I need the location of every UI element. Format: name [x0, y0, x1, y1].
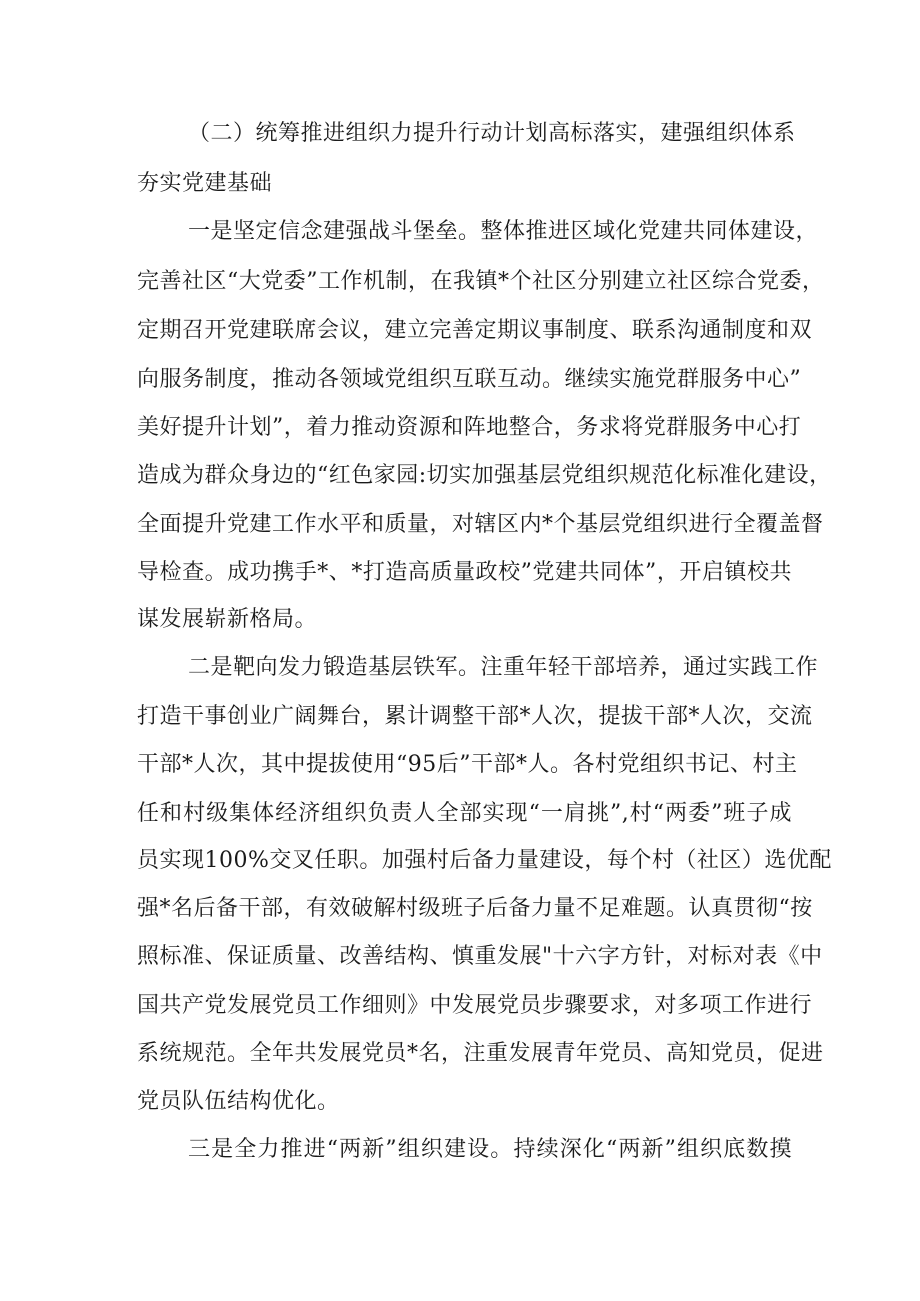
paragraph-2-line-5: 员实现100%交叉任职。加强村后备力量建设，每个村（社区）选优配 — [137, 848, 832, 873]
paragraph-1-line-6: 造成为群众身边的“红色家园:切实加强基层党组织规范化标准化建设， — [137, 463, 832, 488]
paragraph-2-line-1: 二是靶向发力锻造基层铁军。注重年轻干部培养，通过实践工作 — [188, 655, 819, 680]
paragraph-1-line-7: 全面提升党建工作水平和质量，对辖区内*个基层党组织进行全覆盖督 — [137, 512, 824, 537]
paragraph-1-line-2: 完善社区“大党委”工作机制，在我镇*个社区分别建立社区综合党委， — [137, 269, 825, 294]
paragraph-2-line-2: 打造干事创业广阔舞台，累计调整干部*人次，提拔干部*人次，交流 — [137, 704, 813, 729]
paragraph-1-line-5: 美好提升计划”，着力推动资源和阵地整合，务求将党群服务中心打 — [137, 415, 802, 440]
paragraph-2-line-9: 系统规范。全年共发展党员*名，注重发展青年党员、高知党员，促进 — [137, 1041, 824, 1066]
paragraph-2-line-10: 党员队伍结构优化。 — [137, 1089, 340, 1114]
section-heading-line-2: 夯实党建基础 — [137, 171, 273, 196]
paragraph-3-line-1: 三是全力推进“两新”组织建设。持续深化“两新”组织底数摸 — [188, 1137, 792, 1162]
paragraph-1-line-8: 导检查。成功携手*、*打造高质量政校”党建共同体”，开启镇校共 — [137, 560, 792, 585]
paragraph-2-line-3: 干部*人次，其中提拔使用“95后”干部*人。各村党组织书记、村主 — [137, 752, 798, 777]
paragraph-2-line-7: 照标准、保证质量、改善结构、慎重发展"十六字方针，对标对表《中 — [137, 944, 823, 969]
paragraph-1-line-1: 一是坚定信念建强战斗堡垒。整体推进区域化党建共同体建设， — [188, 219, 819, 244]
paragraph-2-line-4: 任和村级集体经济组织负责人全部实现“一肩挑”,村“两委”班子成 — [137, 801, 792, 826]
paragraph-2-line-8: 国共产党发展党员工作细则》中发展党员步骤要求，对多项工作进行 — [137, 993, 813, 1018]
paragraph-1-line-4: 向服务制度，推动各领域党组织互联互动。继续实施党群服务中心” — [137, 367, 802, 392]
paragraph-1-line-9: 谋发展崭新格局。 — [137, 607, 318, 632]
paragraph-1-line-3: 定期召开党建联席会议，建立完善定期议事制度、联系沟通制度和双 — [137, 318, 813, 343]
paragraph-2-line-6: 强*名后备干部，有效破解村级班子后备力量不足难题。认真贯彻“按 — [137, 896, 813, 921]
section-heading-line-1: （二）统筹推进组织力提升行动计划高标落实，建强组织体系 — [188, 121, 796, 146]
